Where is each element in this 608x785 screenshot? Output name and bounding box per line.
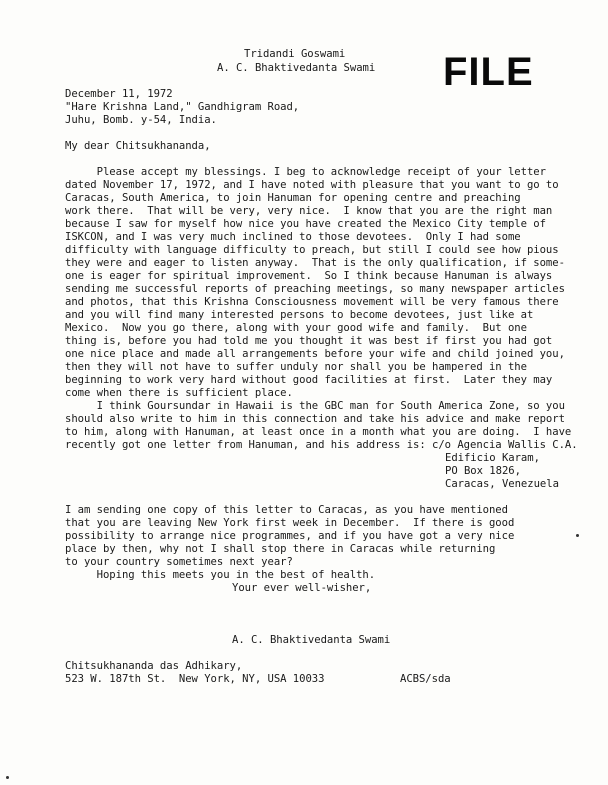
body-line: Mexico. Now you go there, along with your good wife and family. But one [65, 322, 527, 334]
address-line-1: "Hare Krishna Land," Gandhigram Road, [65, 101, 300, 113]
address-line: Caracas, Venezuela [445, 478, 559, 490]
body-line: I think Goursundar in Hawaii is the GBC man for South America Zone, so you [65, 400, 565, 412]
address-line-2: Juhu, Bomb. y-54, India. [65, 114, 217, 126]
body-line: sending me successful reports of preaching meetings, so many newspaper articles [65, 283, 565, 295]
body-line: Hoping this meets you in the best of health. [65, 569, 376, 581]
body-line: Caracas, South America, to join Hanuman for opening centre and preaching [65, 192, 521, 204]
stray-mark [576, 534, 579, 537]
body-line: that you are leaving New York first week in December. If there is good [65, 517, 515, 529]
recipient-address: 523 W. 187th St. New York, NY, USA 10033 [65, 673, 325, 685]
stray-mark [6, 776, 9, 779]
body-line: then they will not have to suffer unduly nor shall you be hampered in the [65, 361, 527, 373]
body-line: dated November 17, 1972, and I have noted with pleasure that you want to go to [65, 179, 559, 191]
body-line: work there. That will be very, very nice. I know that you are the right man [65, 205, 553, 217]
body-line: come when there is sufficient place. [65, 387, 293, 399]
body-line: should also write to him in this connection and take his advice and make report [65, 413, 565, 425]
body-line: to your country sometimes next year? [65, 556, 293, 568]
body-line: they were and eager to listen anyway. That is the only qualification, if some- [65, 257, 565, 269]
body-line: place by then, why not I shall stop there in Caracas while returning [65, 543, 496, 555]
body-line: difficulty with language difficulty to preach, but still I could see how pious [65, 244, 559, 256]
body-line: one is eager for spiritual improvement. So I think because Hanuman is always [65, 270, 553, 282]
signature-name: A. C. Bhaktivedanta Swami [232, 634, 391, 646]
body-line: beginning to work very hard without good facilities at first. Later they may [65, 374, 553, 386]
address-line: Edificio Karam, [445, 452, 540, 464]
body-line: one nice place and made all arrangements before your wife and child joined you, [65, 348, 565, 360]
body-line: thing is, before you had told me you thought it was best if first you had got [65, 335, 553, 347]
body-line: because I saw for myself how nice you have created the Mexico City temple of [65, 218, 546, 230]
recipient-name: Chitsukhananda das Adhikary, [65, 660, 243, 672]
body-line: Please accept my blessings. I beg to acknowledge receipt of your letter [65, 166, 546, 178]
closing: Your ever well-wisher, [232, 582, 372, 594]
reference-initials: ACBS/sda [400, 673, 451, 685]
body-line: and photos, that this Krishna Consciousness movement will be very famous there [65, 296, 559, 308]
sender-title: Tridandi Goswami [244, 48, 346, 60]
letter-date: December 11, 1972 [65, 88, 173, 100]
sender-name: A. C. Bhaktivedanta Swami [217, 62, 376, 74]
body-line: to him, along with Hanuman, at least once in a month what you are doing. I have [65, 426, 572, 438]
body-line: and you will find many interested persons to become devotees, just like at [65, 309, 534, 321]
body-line: possibility to arrange nice programmes, and if you have got a very nice [65, 530, 515, 542]
body-line: recently got one letter from Hanuman, and his address is: c/o Agencia Wallis C.A. [65, 439, 578, 451]
address-line: PO Box 1826, [445, 465, 521, 477]
body-line: I am sending one copy of this letter to Caracas, as you have mentioned [65, 504, 508, 516]
file-stamp: FILE [443, 50, 534, 94]
salutation: My dear Chitsukhananda, [65, 140, 211, 152]
body-line: ISKCON, and I was very much inclined to those devotees. Only I had some [65, 231, 521, 243]
